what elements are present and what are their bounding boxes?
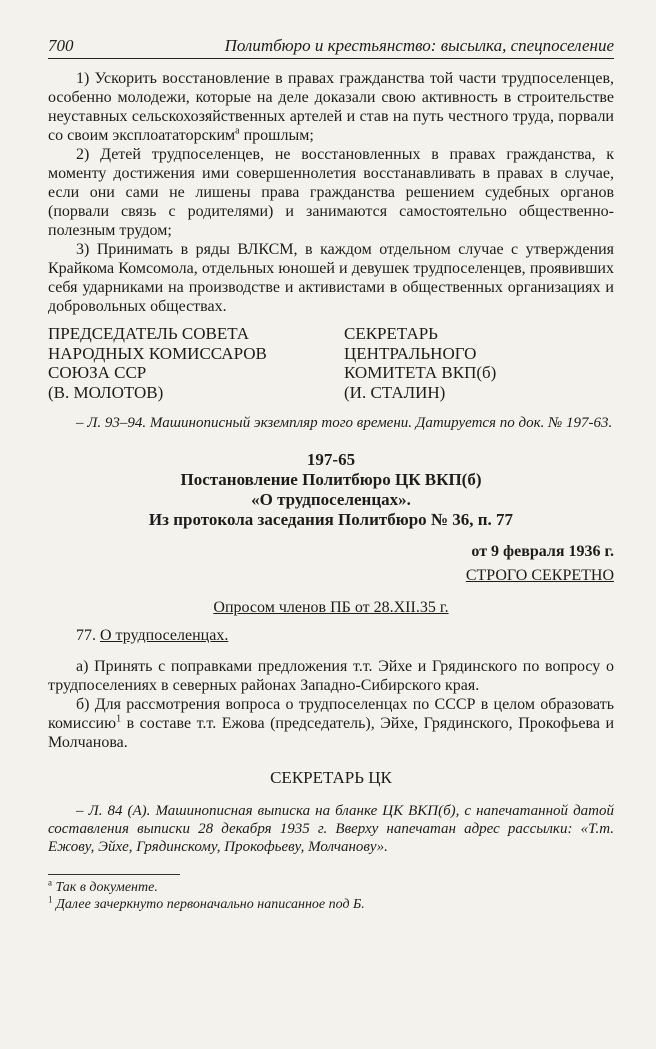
header-rule	[48, 58, 614, 59]
document-heading	[48, 450, 614, 530]
signature-secretary: СЕКРЕТАРЬ ЦЕНТРАЛЬНОГО КОМИТЕТА ВКП(б) (И. СТАЛИН)	[344, 324, 497, 402]
footnote-a: $^a$ Так в документе.	[48, 877, 158, 895]
document-title-1: Постановление Политбюро ЦК ВКП(б)	[180, 470, 482, 489]
item-b: б) Для рассмотрения вопроса о трудпоселенцах по СССР в целом образовать комиссию$^1$ в составе т.т. Ежова (председатель), Эйхе, Грядинского, Прокофьева и Молчанова.	[48, 696, 614, 751]
page-number: 700	[48, 36, 74, 55]
secrecy-stamp: СТРОГО СЕКРЕТНО	[465, 567, 614, 584]
item-heading: 77. О трудпоселенцах.	[76, 627, 229, 644]
document-date: от 9 февраля 1936 г.	[471, 543, 614, 560]
poll-line: Опросом членов ПБ от 28.XII.35 г.	[213, 599, 449, 616]
footnote-rule	[48, 874, 180, 875]
document-title-3: Из протокола заседания Политбюро № 36, п. 77	[148, 510, 514, 529]
signature-block	[48, 324, 614, 402]
secretary-signature: СЕКРЕТАРЬ ЦК	[270, 768, 392, 787]
point-2: 2) Детей трудпоселенцев, не восстановленных в правах гражданства, к моменту достижения ими совершеннолетия восстанавливать в правах в случае, если они сами не лишены права гражданства решением судебных органов (порвали связь с родителями) и занимаются самостоятельно общественно-полезным трудом;	[48, 146, 614, 239]
footnote-mark-a: а	[235, 125, 240, 137]
page-header	[48, 36, 614, 56]
point-3: 3) Принимать в ряды ВЛКСМ, в каждом отдельном случае с утверждения Крайкома Комсомола, отдельных юношей и девушек трудпоселенцев, проявивших себя ударниками на производстве и активистами в общественных организациях и добровольных обществах.	[48, 241, 614, 315]
document-number: 197-65	[306, 450, 356, 469]
footnote-mark-1: 1	[116, 713, 122, 725]
signature-chairman: ПРЕДСЕДАТЕЛЬ СОВЕТА НАРОДНЫХ КОМИССАРОВ СОЮЗА ССР (В. МОЛОТОВ)	[48, 324, 267, 402]
running-title: Политбюро и крестьянство: высылка, спецпоселение	[224, 36, 614, 55]
source-note-1: – Л. 93–94. Машинописный экземпляр того времени. Датируется по док. № 197-63.	[76, 415, 613, 431]
document-page	[48, 36, 614, 913]
footnote-1: $^1$ Далее зачеркнуто первоначально написанное под Б.	[48, 894, 365, 912]
item-a: а) Принять с поправками предложения т.т. Эйхе и Грядинского по вопросу о трудпоселениях в северных районах Западно-Сибирского края.	[48, 658, 614, 694]
source-note-2: – Л. 84 (А). Машинописная выписка на бланке ЦК ВКП(б), с напечатанной датой составления выписки 28 декабря 1935 г. Вверху напечатан адрес рассылки: «Т.т. Ежову, Эйхе, Грядинскому, Прокофьеву, Молчанову».	[48, 803, 614, 855]
document-title-2: «О трудпоселенцах».	[251, 490, 411, 509]
point-1: 1) Ускорить восстановление в правах гражданства той части трудпоселенцев, особенно молодежи, которые на деле доказали свою активность в строительстве неуставных сельскохозяйственных артелей и став на путь честного труда, порвали со своим эксплоататорским$^а$ прошлым;	[48, 70, 614, 144]
